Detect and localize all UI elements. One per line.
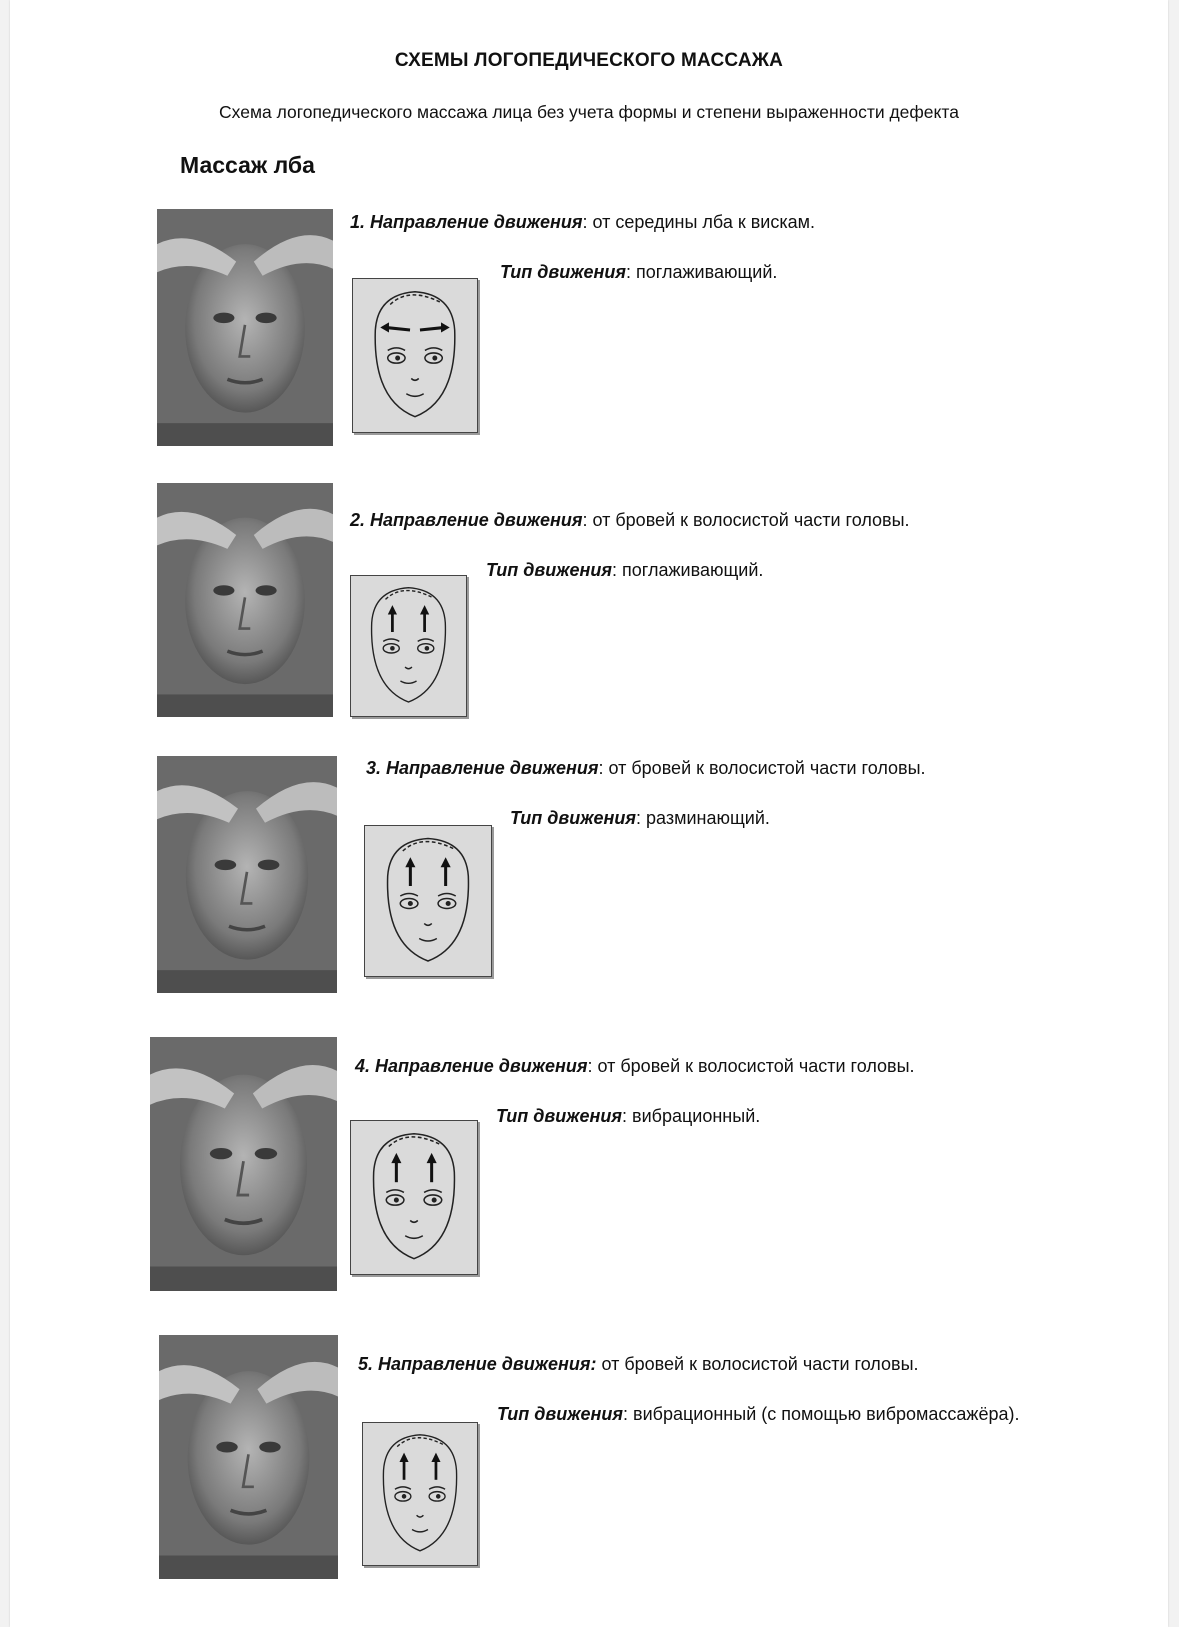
face-sketch-3: [364, 825, 492, 977]
massage-photo-1: [157, 209, 333, 446]
direction-separator: :: [582, 212, 593, 232]
direction-label: 3. Направление движения: [366, 758, 599, 778]
direction-label: 4. Направление движения: [355, 1056, 588, 1076]
step-1-direction: [350, 212, 815, 233]
massage-photo-4: [150, 1037, 337, 1291]
massage-photo-5: [159, 1335, 338, 1579]
type-value: вибрационный.: [632, 1106, 761, 1126]
direction-value: от бровей к волосистой части головы.: [601, 1354, 919, 1374]
step-5-movement-type: [497, 1404, 1019, 1425]
type-value: вибрационный (с помощью вибромассажёра).: [633, 1404, 1020, 1424]
step-3-movement-type: [510, 808, 770, 829]
document-title: СХЕМЫ ЛОГОПЕДИЧЕСКОГО МАССАЖА: [394, 50, 784, 71]
type-label: Тип движения: [500, 262, 627, 282]
document-page: [10, 0, 1168, 1627]
type-separator: :: [636, 808, 647, 828]
step-2-movement-type: [486, 560, 763, 581]
step-5-direction: [358, 1354, 919, 1375]
direction-label: 5. Направление движения:: [358, 1354, 597, 1374]
step-2-direction: [350, 510, 910, 531]
type-label: Тип движения: [497, 1404, 624, 1424]
section-heading: Массаж лба: [180, 152, 315, 178]
direction-value: от бровей к волосистой части головы.: [597, 1056, 915, 1076]
direction-separator: :: [587, 1056, 598, 1076]
step-1-movement-type: [500, 262, 777, 283]
massage-photo-3: [157, 756, 337, 993]
type-separator: :: [626, 262, 637, 282]
direction-separator: :: [598, 758, 609, 778]
type-separator: :: [612, 560, 623, 580]
step-3-direction: [366, 758, 926, 779]
massage-photo-2: [157, 483, 333, 717]
direction-label: 1. Направление движения: [350, 212, 583, 232]
step-4-direction: [355, 1056, 915, 1077]
type-value: разминающий.: [646, 808, 770, 828]
face-sketch-1: [352, 278, 478, 433]
type-separator: :: [622, 1106, 633, 1126]
direction-label: 2. Направление движения: [350, 510, 583, 530]
document-subtitle: Схема логопедического массажа лица без учета формы и степени выраженности дефекта: [219, 102, 959, 122]
type-label: Тип движения: [510, 808, 637, 828]
face-sketch-2: [350, 575, 467, 717]
step-4-movement-type: [496, 1106, 760, 1127]
direction-value: от бровей к волосистой части головы.: [608, 758, 926, 778]
direction-value: от середины лба к вискам.: [592, 212, 815, 232]
type-value: поглаживающий.: [622, 560, 764, 580]
face-sketch-4: [350, 1120, 478, 1275]
type-label: Тип движения: [486, 560, 613, 580]
direction-value: от бровей к волосистой части головы.: [592, 510, 910, 530]
direction-separator: :: [582, 510, 593, 530]
face-sketch-5: [362, 1422, 478, 1566]
type-label: Тип движения: [496, 1106, 623, 1126]
type-separator: :: [623, 1404, 634, 1424]
type-value: поглаживающий.: [636, 262, 778, 282]
